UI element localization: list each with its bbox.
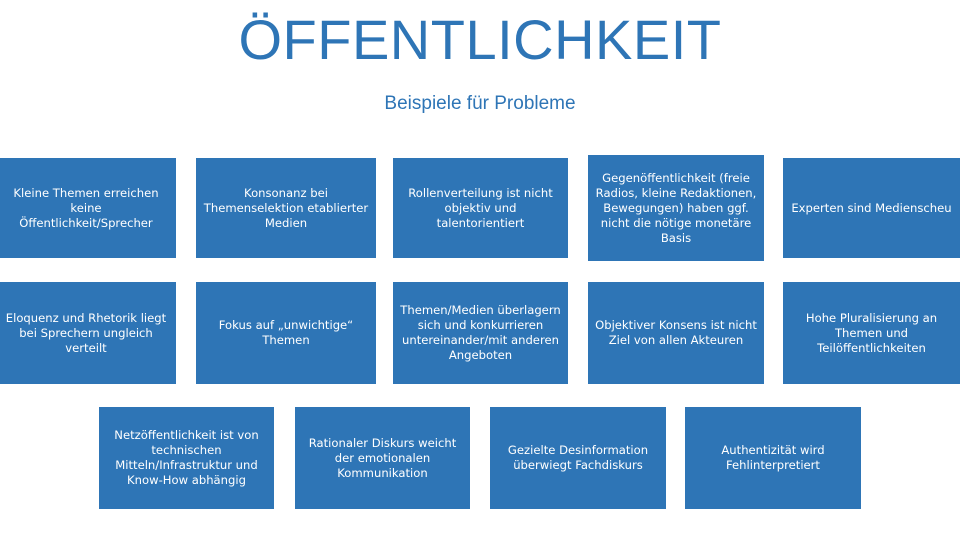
slide-title: ÖFFENTLICHKEIT [238,8,722,71]
problem-text: Fokus auf „unwichtige“ Themen [218,318,354,347]
problem-text: Gezielte Desinformation überwiegt Fachdiskurs [507,443,649,472]
problem-tile [783,282,960,384]
problem-text: Themen/Medien überlagern sich und konkurrieren untereinander/mit anderen Angeboten [400,303,561,362]
problem-tile [588,282,764,384]
problem-text: Experten sind Medienscheu [791,200,952,215]
problem-tile [0,158,176,258]
problem-tile [393,282,568,384]
problem-text: Rationaler Diskurs weicht der emotionalen Kommunikation [308,435,457,480]
slide-subtitle: Beispiele für Probleme [384,93,576,114]
problem-text: Authentizität wird Fehlinterpretiert [721,443,825,472]
problem-text: Gegenöffentlichkeit (freie Radios, kleine Redaktionen, Bewegungen) haben ggf. nicht die nötige monetäre Basis [595,170,757,245]
problem-tile [783,158,960,258]
problem-text: Konsonanz bei Themenselektion etablierter Medien [203,185,369,230]
problem-text: Kleine Themen erreichen keine Öffentlichkeit/Sprecher [13,185,159,230]
problem-tile [196,158,376,258]
problem-tile [490,407,666,509]
problem-tile [0,282,176,384]
problem-tile [588,155,764,261]
problem-tile [685,407,861,509]
problem-tile [295,407,470,509]
problem-text: Rollenverteilung ist nicht objektiv und talentorientiert [408,185,553,230]
problem-tile [196,282,376,384]
problem-text: Objektiver Konsens ist nicht Ziel von allen Akteuren [595,318,757,347]
problem-text: Hohe Pluralisierung an Themen und Teilöffentlichkeiten [805,310,938,355]
problem-tile [393,158,568,258]
problem-text: Eloquenz und Rhetorik liegt bei Sprechern ungleich verteilt [5,310,167,355]
problem-tile [99,407,274,509]
problem-text: Netzöffentlichkeit ist von technischen Mitteln/Infrastruktur und Know-How abhängig [114,428,259,487]
